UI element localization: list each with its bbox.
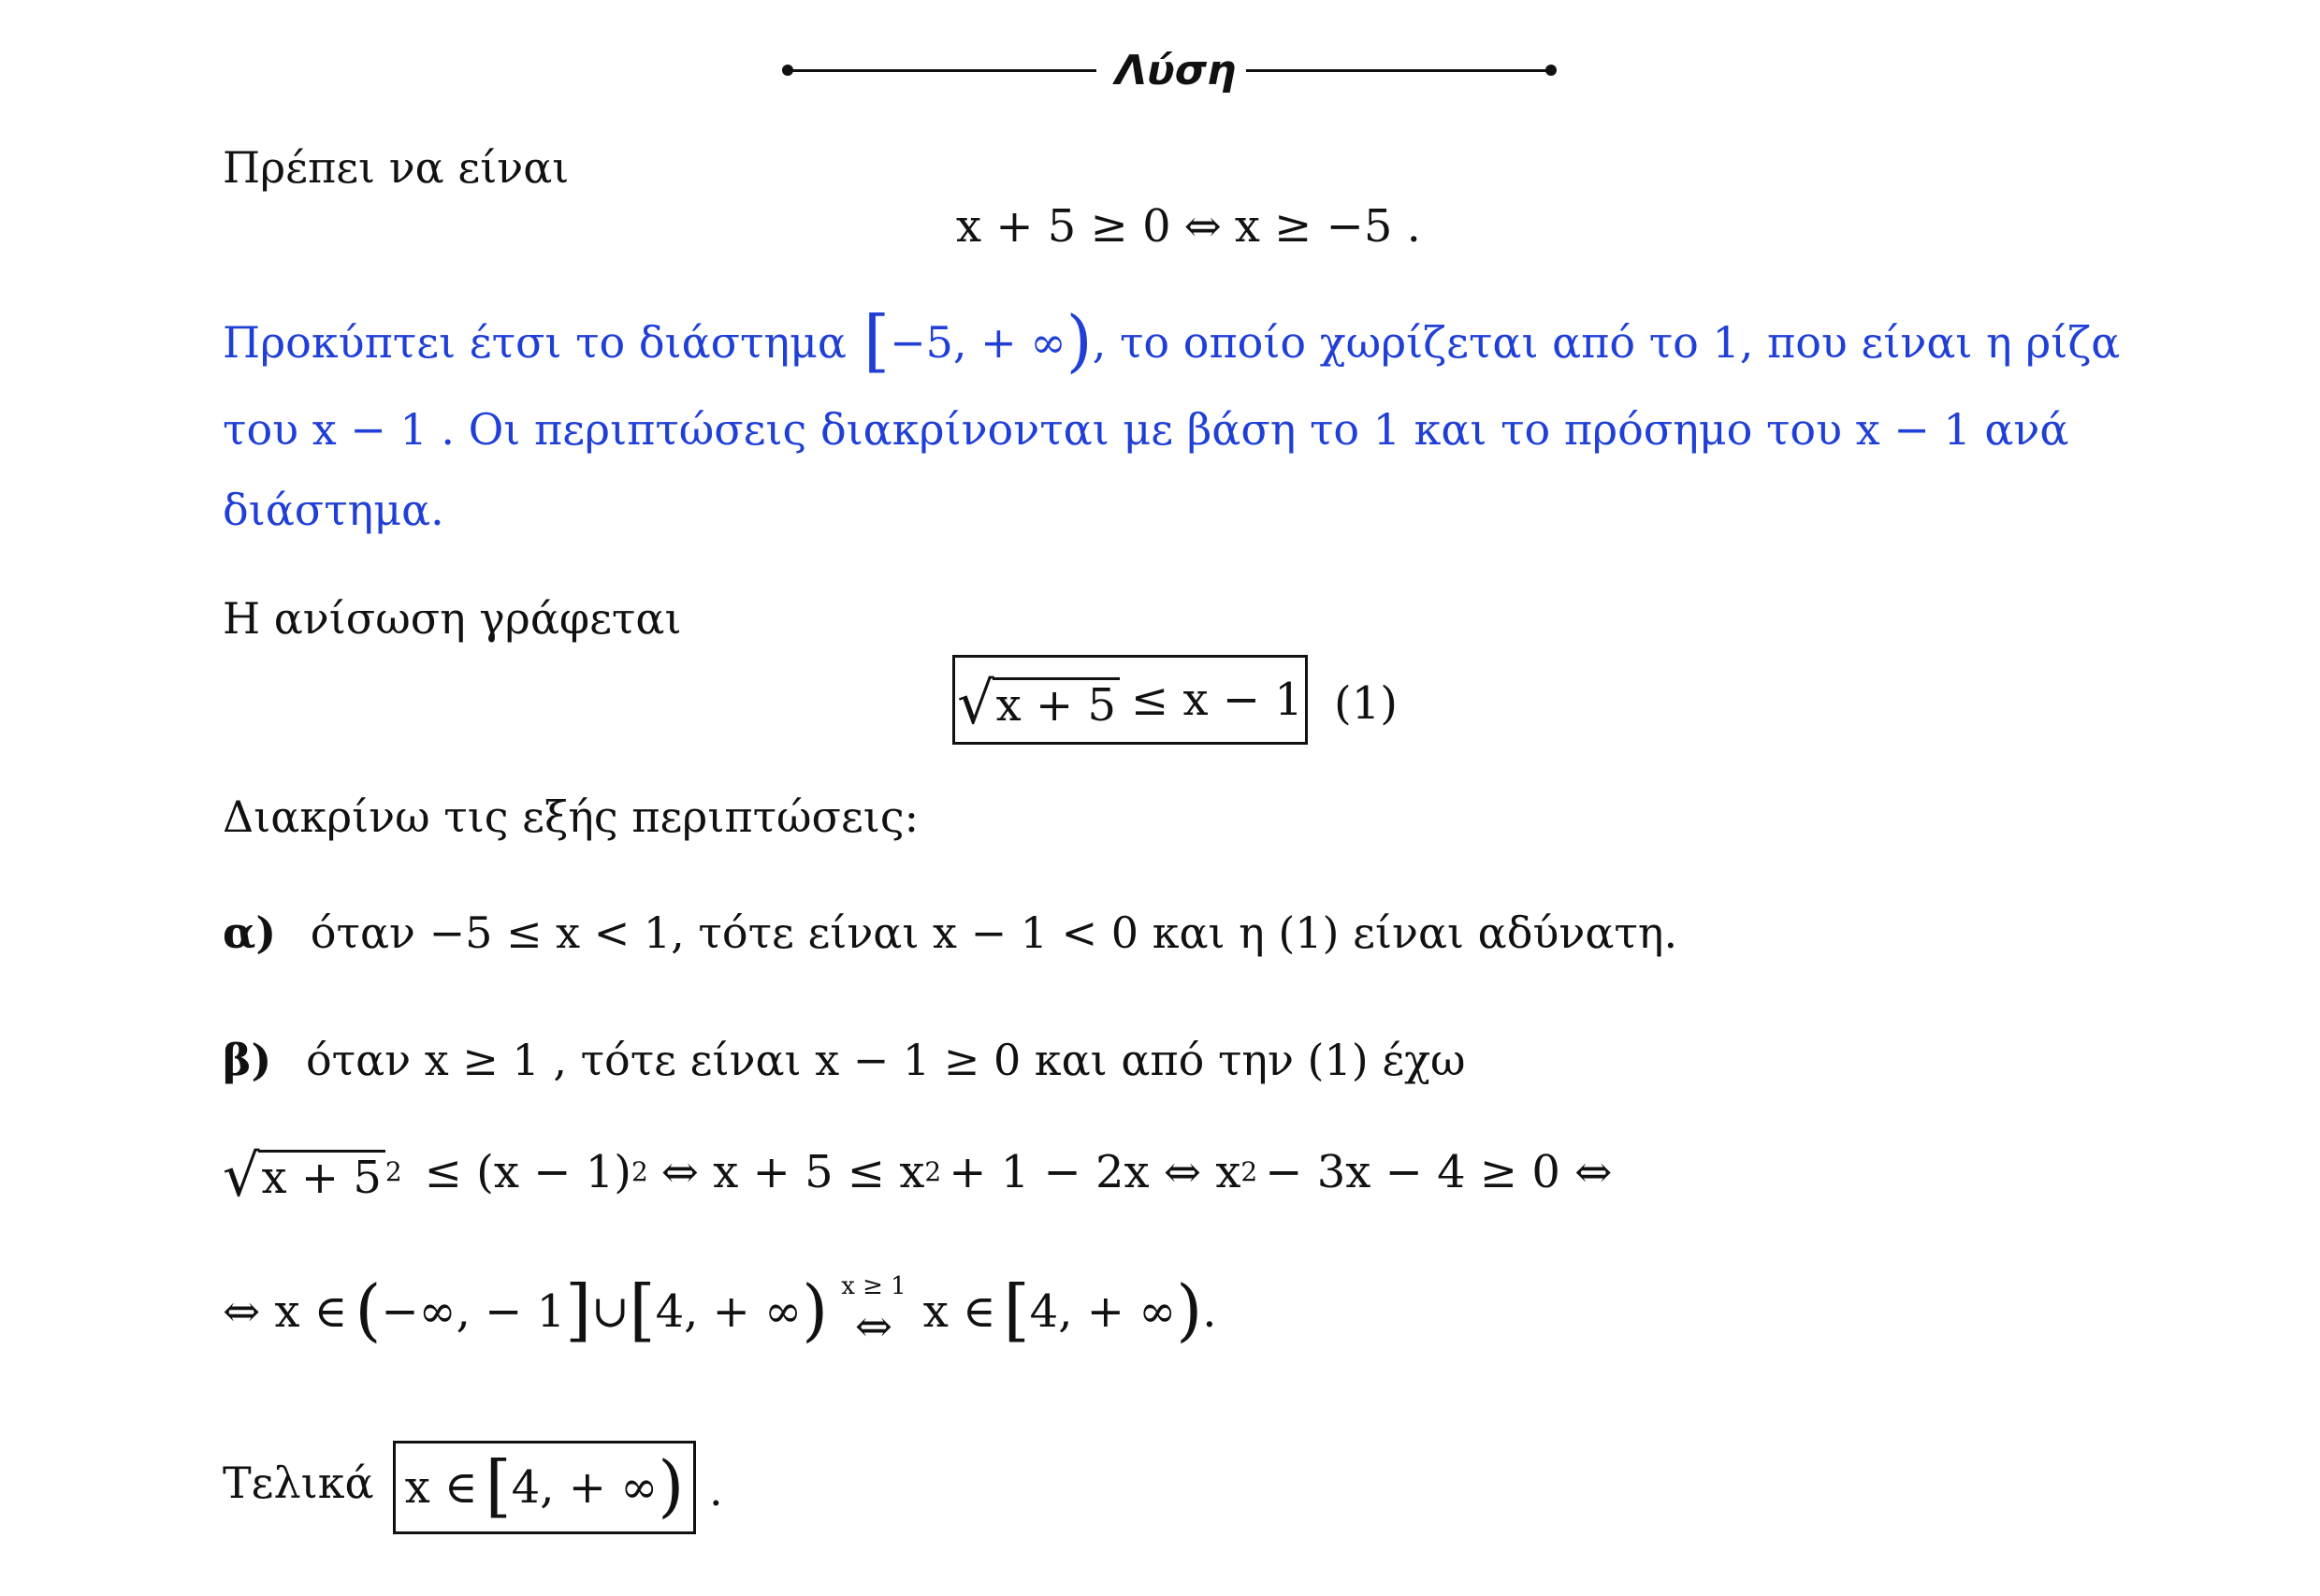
sqrt-expression (957, 669, 1120, 737)
radicand: x + 5 (258, 1150, 385, 1201)
bracket-open: [ (485, 1446, 512, 1525)
final-label: Τελικά (223, 1458, 374, 1508)
header-rule-right (1246, 69, 1549, 72)
conditional-iff (841, 1272, 906, 1353)
solution-title: Λύση (1115, 47, 1237, 94)
radicand: x + 5 (993, 677, 1120, 729)
blue-note-line-2: του x − 1 . Οι περιπτώσεις διακρίνονται με βάση το 1 και το πρόσημο του x − 1 ανά (223, 404, 2069, 455)
blue-note-text-b: , το οποίο χωρίζεται από το 1, που είναι η ρίζα (1092, 317, 2121, 368)
final-interval: 4, + ∞ (511, 1461, 659, 1514)
derivation-start: ⇔ x ∈ (223, 1285, 348, 1338)
domain-lhs: x + 5 ≥ 0 (956, 200, 1171, 253)
case-b (223, 1035, 1466, 1085)
final-answer-box (393, 1441, 696, 1534)
period: . (1202, 1285, 1217, 1338)
boxed-inequality (952, 655, 1308, 745)
bracket-open: [ (1003, 1270, 1030, 1349)
bracket-open: ( (355, 1270, 382, 1349)
interval-3: 4, + ∞ (1029, 1285, 1177, 1338)
bracket-close: ] (565, 1270, 592, 1349)
derivation-part-1: ≤ (x − 1) (424, 1146, 631, 1198)
blue-note-text-a: Προκύπτει έτσι το διάστημα (223, 317, 847, 368)
inequality-intro: Η ανίσωση γράφεται (223, 593, 682, 644)
derivation-part-2: ⇔ x + 5 ≤ x (660, 1146, 925, 1198)
domain-rhs: x ≥ −5 . (1234, 200, 1421, 253)
case-b-text: όταν x ≥ 1 , τότε είναι x − 1 ≥ 0 και από την (1) έχω (305, 1035, 1466, 1085)
union-symbol: ∪ (591, 1285, 630, 1338)
cases-intro: Διακρίνω τις εξής περιπτώσεις: (223, 791, 920, 842)
final-x: x ∈ (404, 1461, 478, 1514)
bracket-close: ) (658, 1446, 685, 1525)
interval-2: 4, + ∞ (655, 1285, 803, 1338)
case-a (223, 907, 1678, 958)
derivation-part-3: + 1 − 2x ⇔ x (949, 1146, 1241, 1198)
bracket-open: [ (629, 1270, 656, 1349)
derivation-line-2 (223, 1270, 1217, 1353)
case-b-label: β) (223, 1035, 272, 1085)
derivation-part-4: − 3x − 4 ≥ 0 ⇔ (1265, 1146, 1613, 1198)
blue-note-line-1 (223, 301, 2121, 380)
intro-text: Πρέπει να είναι (223, 142, 570, 193)
final-period: . (709, 1465, 723, 1516)
derivation-mid: x ∈ (922, 1285, 996, 1338)
interval-1: −∞, − 1 (381, 1285, 566, 1338)
header-dot-right (1545, 65, 1557, 76)
blue-note-line-3: διάστημα. (223, 485, 444, 535)
bracket-close: ) (1176, 1270, 1203, 1349)
interval-inner: −5, + ∞ (890, 317, 1066, 368)
interval-bracket-close: ) (1066, 301, 1093, 380)
sqrt-squared (223, 1141, 385, 1210)
interval-bracket-open: [ (863, 301, 891, 380)
iff-symbol: ⇔ (854, 1300, 893, 1353)
iff-symbol: ⇔ (1183, 200, 1222, 253)
condition-label: x ≥ 1 (841, 1272, 906, 1300)
case-a-text: όταν −5 ≤ x < 1, τότε είναι x − 1 < 0 και η (1) είναι αδύνατη. (310, 907, 1678, 958)
derivation-line-1: √ x + 5 2 ≤ (x − 1) 2 ⇔ x + 5 ≤ x 2 + 1 − 2x ⇔ x 2 − 3x − 4 ≥ 0 ⇔ (223, 1141, 1613, 1210)
case-a-label: α) (223, 907, 277, 958)
equation-number: (1) (1334, 677, 1398, 730)
bracket-close: ) (802, 1270, 829, 1349)
header-rule-left (788, 69, 1096, 72)
domain-condition (956, 200, 1421, 253)
radical-sign: √ (957, 669, 994, 737)
inequality-rhs: ≤ x − 1 (1131, 674, 1303, 726)
radical-sign: √ (223, 1141, 260, 1210)
